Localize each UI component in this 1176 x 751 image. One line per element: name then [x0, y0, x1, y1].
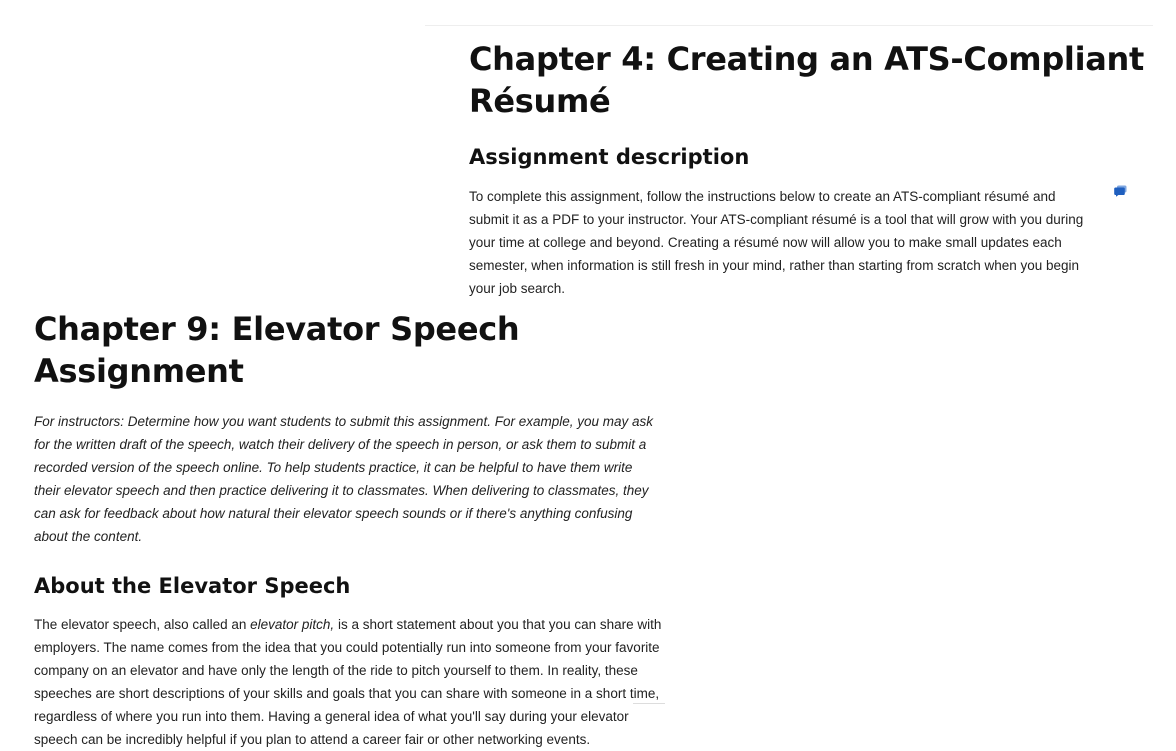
- instructor-note: For instructors: Determine how you want students to submit this assignment. For example, you may ask for the written draft of the speech, watch their delivery of the speech in person, or ask them to submit a recorded version of the speech online. To help students practice, it can be helpful to have them write their elevator speech and then practice delivering it to classmates. When delivering to classmates, they can ask for feedback about how natural their elevator speech sounds or if there's anything confusing about the content.: [34, 414, 654, 544]
- comment-icon[interactable]: [1114, 184, 1127, 196]
- about-elevator-speech-heading: About the Elevator Speech: [34, 574, 351, 598]
- assignment-description-text: To complete this assignment, follow the instructions below to create an ATS-compliant résumé and submit it as a PDF to your instructor. Your ATS-compliant résumé is a tool that will grow with you during your time at college and beyond. Creating a résumé now will allow you to make small updates each semester, when information is still fresh in your mind, rather than starting from scratch when you begin your job search.: [469, 189, 1084, 296]
- top-divider: [425, 25, 1153, 26]
- chapter-4-section: [469, 38, 1149, 300]
- assignment-description-heading: Assignment description: [469, 145, 750, 169]
- chapter-9-title: Chapter 9: Elevator Speech Assignment: [34, 310, 520, 390]
- elevator-speech-body: [34, 613, 662, 751]
- body-text-end: is a short statement about you that you can share with employers. The name comes from the idea that you could potentially run into someone from your favorite company on an elevator and have only the length of the ride to pitch yourself to them. In reality, these speeches are short descriptions of your skills and goals that you can share with someone in a short time, regardless of where you run into them. Having a general idea of what you'll say during your elevator speech can be incredibly helpful if you plan to attend a career fair or other networking events.: [34, 617, 662, 747]
- page-edge-mark: [633, 703, 665, 704]
- elevator-pitch-term: elevator pitch,: [250, 617, 335, 632]
- chapter-9-section: [34, 308, 664, 751]
- body-text-start: The elevator speech, also called an: [34, 617, 251, 632]
- chapter-4-title: Chapter 4: Creating an ATS-Compliant Résumé: [469, 40, 1145, 120]
